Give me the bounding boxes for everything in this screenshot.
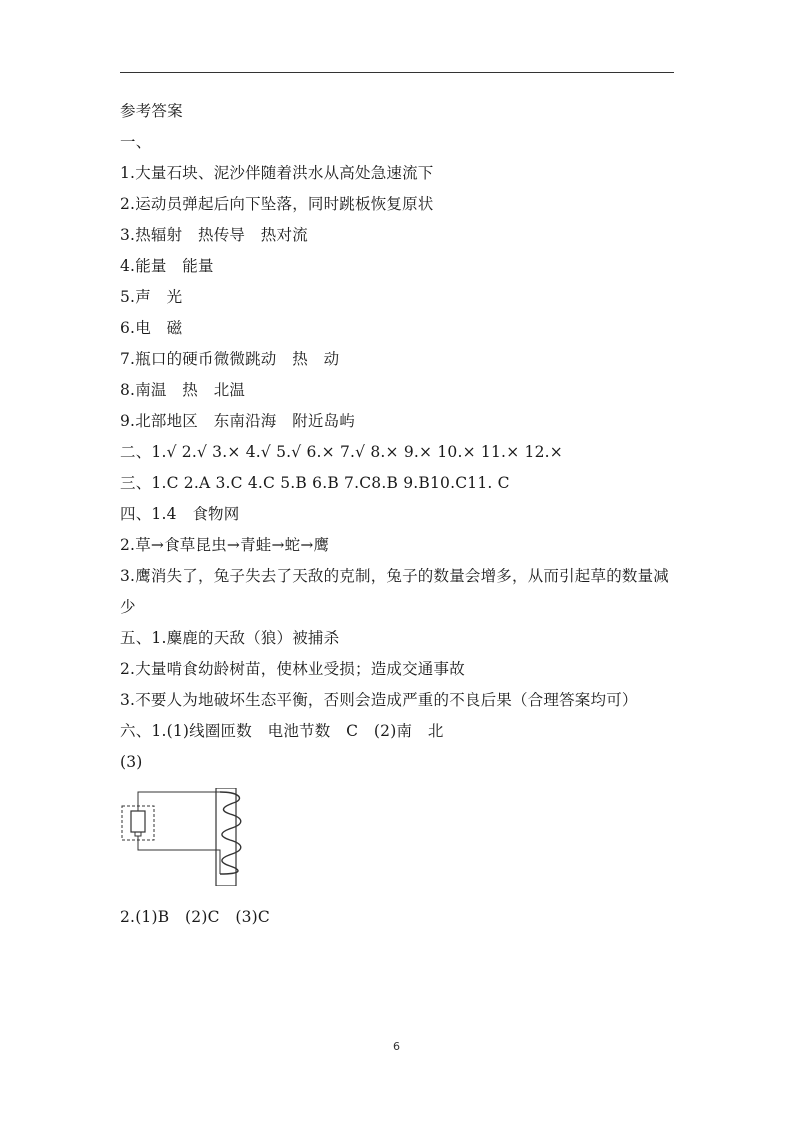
page-number: 6: [393, 1040, 400, 1053]
electromagnet-circuit-diagram: [120, 788, 260, 886]
battery-body: [131, 811, 145, 832]
section1-item: 7.瓶口的硬币微微跳动 热 动: [120, 350, 340, 368]
circuit-figure: [120, 778, 676, 902]
section4-q3: 3.鹰消失了，兔子失去了天敌的克制，兔子的数量会增多，从而引起草的数量减少: [120, 567, 669, 616]
header-rule: [120, 72, 674, 73]
section1-item: 9.北部地区 东南沿海 附近岛屿: [120, 412, 355, 430]
section5-q1: 五、1.麋鹿的天敌（狼）被捕杀: [120, 629, 340, 647]
section6-q1: 六、1.(1)线圈匝数 电池节数 C (2)南 北: [120, 722, 444, 740]
coil-winding: [220, 792, 241, 874]
section1-heading: 一、: [120, 133, 152, 151]
section5-q2: 2.大量啃食幼龄树苗，使林业受损；造成交通事故: [120, 660, 465, 678]
wire-top: [138, 792, 220, 811]
doc-title: 参考答案: [120, 102, 183, 120]
section6-q1-part3: (3): [120, 753, 143, 771]
section1-item: 2.运动员弹起后向下坠落，同时跳板恢复原状: [120, 195, 434, 213]
section4-q2: 2.草→食草昆虫→青蛙→蛇→鹰: [120, 536, 330, 554]
section2-answers: 二、1.√ 2.√ 3.× 4.√ 5.√ 6.× 7.√ 8.× 9.× 10.× 11.× 12.×: [120, 443, 563, 461]
section1-item: 5.声 光: [120, 288, 183, 306]
section3-answers: 三、1.C 2.A 3.C 4.C 5.B 6.B 7.C8.B 9.B10.C11. C: [120, 474, 510, 492]
answer-content: [120, 96, 676, 933]
section1-item: 3.热辐射 热传导 热对流: [120, 226, 308, 244]
section1-item: 6.电 磁: [120, 319, 183, 337]
wire-bottom: [138, 836, 220, 874]
section4-q1: 四、1.4 食物网: [120, 505, 240, 523]
section6-q2: 2.(1)B (2)C (3)C: [120, 908, 270, 926]
section1-item: 1.大量石块、泥沙伴随着洪水从高处急速流下: [120, 164, 434, 182]
section1-item: 4.能量 能量: [120, 257, 214, 275]
section1-item: 8.南温 热 北温: [120, 381, 246, 399]
section5-q3: 3.不要人为地破坏生态平衡，否则会造成严重的不良后果（合理答案均可）: [120, 691, 638, 709]
